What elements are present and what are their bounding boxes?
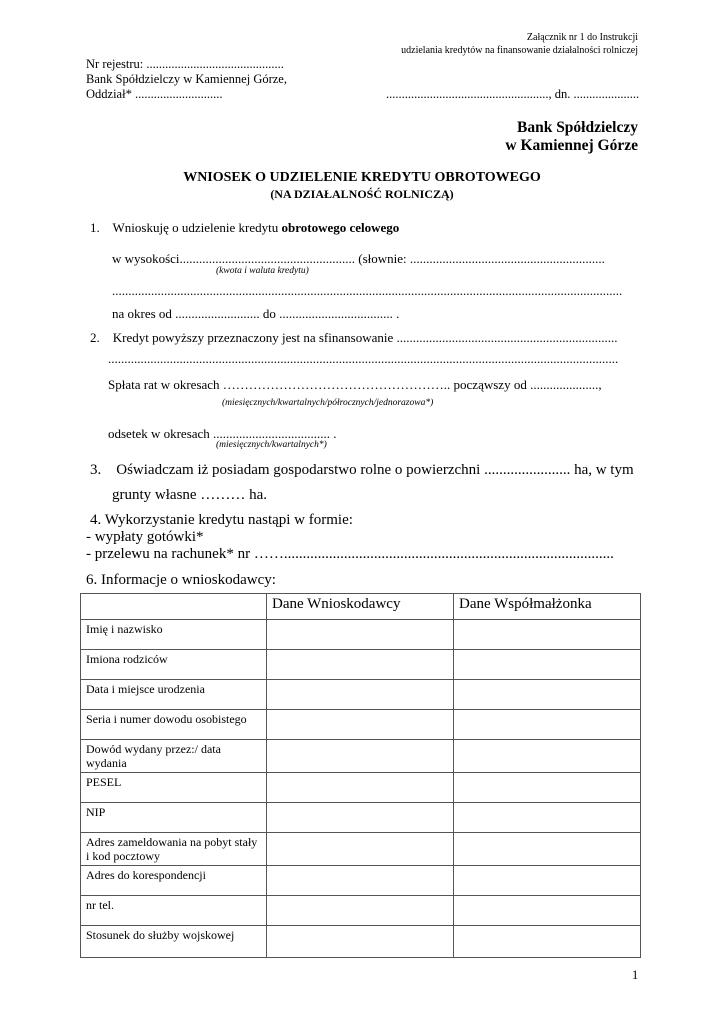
spouse-value-cell[interactable]: [454, 680, 641, 710]
table-row: [81, 896, 641, 926]
loan-period-line: na okres od .......................... do ................................... .: [112, 306, 400, 321]
applicant-value-cell[interactable]: [267, 866, 454, 896]
applicant-info-heading: 6. Informacje o wnioskodawcy:: [86, 572, 276, 588]
loan-purpose-line: 2. Kredyt powyższy przeznaczony jest na sfinansowanie ....................................................................: [90, 330, 618, 345]
row-label: Adres do korespondencji: [81, 866, 267, 896]
applicant-value-cell[interactable]: [267, 650, 454, 680]
row-label: nr tel.: [81, 896, 267, 926]
disbursement-heading: 4. Wykorzystanie kredytu nastąpi w formie:: [90, 512, 353, 528]
applicant-value-cell[interactable]: [267, 710, 454, 740]
spouse-value-cell[interactable]: [454, 926, 641, 958]
amount-words-continuation: .............................................................................................................................................................: [112, 283, 623, 298]
row-label: Stosunek do służby wojskowej: [81, 926, 267, 958]
applicant-value-cell[interactable]: [267, 803, 454, 833]
column-header-label: [81, 594, 267, 620]
page-number: 1: [632, 968, 639, 982]
addressee-line2: w Kamiennej Górze: [505, 137, 638, 154]
spouse-value-cell[interactable]: [454, 650, 641, 680]
row-label: Adres zameldowania na pobyt stały i kod pocztowy: [81, 833, 267, 866]
row-label: Imiona rodziców: [81, 650, 267, 680]
branch-line: Oddział* ............................: [86, 87, 223, 101]
farm-area-line: 3. Oświadczam iż posiadam gospodarstwo rolne o powierzchni ....................... ha, w tym: [90, 462, 634, 478]
document-subtitle: (NA DZIAŁALNOŚĆ ROLNICZĄ): [270, 187, 454, 201]
table-row: [81, 650, 641, 680]
bank-name-line: Bank Spółdzielczy w Kamiennej Górze,: [86, 72, 287, 86]
installments-hint: (miesięcznych/kwartalnych/półrocznych/jednorazowa*): [222, 398, 434, 408]
row-label: NIP: [81, 803, 267, 833]
spouse-value-cell[interactable]: [454, 710, 641, 740]
table-header-row: [81, 594, 641, 620]
spouse-value-cell[interactable]: [454, 833, 641, 866]
row-label: Dowód wydany przez:/ data wydania: [81, 740, 267, 773]
table-row: [81, 803, 641, 833]
table-row: [81, 833, 641, 866]
row-label: Seria i numer dowodu osobistego: [81, 710, 267, 740]
column-header-applicant: Dane Wnioskodawcy: [267, 594, 454, 620]
own-land-line: grunty własne ……… ha.: [112, 487, 267, 503]
table-row: [81, 620, 641, 650]
table-row: [81, 680, 641, 710]
loan-purpose-continuation: .............................................................................................................................................................: [108, 351, 619, 366]
applicant-value-cell[interactable]: [267, 620, 454, 650]
applicant-value-cell[interactable]: [267, 896, 454, 926]
addressee-line1: Bank Spółdzielczy: [516, 119, 638, 136]
spouse-value-cell[interactable]: [454, 740, 641, 773]
table-row: [81, 773, 641, 803]
applicant-value-cell[interactable]: [267, 740, 454, 773]
document-title: WNIOSEK O UDZIELENIE KREDYTU OBROTOWEGO: [183, 170, 541, 185]
annex-note-line2: udzielania kredytów na finansowanie działalności rolniczej: [401, 45, 638, 56]
table-row: [81, 926, 641, 958]
disbursement-transfer: - przelewu na rachunek* nr ……........................................................................................: [86, 546, 614, 562]
interest-hint: (miesięcznych/kwartalnych*): [216, 440, 327, 450]
place-date-line: ...................................................., dn. .....................: [386, 87, 640, 101]
row-label: PESEL: [81, 773, 267, 803]
loan-amount-line: w wysokości...................................................... (słownie: ............................................................: [112, 251, 605, 266]
row-label: Data i miejsce urodzenia: [81, 680, 267, 710]
applicant-value-cell[interactable]: [267, 833, 454, 866]
spouse-value-cell[interactable]: [454, 896, 641, 926]
table-row: [81, 710, 641, 740]
column-header-spouse: Dane Współmałżonka: [454, 594, 641, 620]
installments-line: Spłata rat w okresach …………………………………………….. począwszy od .....................,: [108, 377, 602, 392]
spouse-value-cell[interactable]: [454, 803, 641, 833]
disbursement-cash: - wypłaty gotówki*: [86, 529, 204, 545]
section1-intro: 1. Wnioskuję o udzielenie kredytu obrotowego celowego: [90, 220, 400, 235]
applicant-value-cell[interactable]: [267, 926, 454, 958]
table-row: [81, 866, 641, 896]
annex-note-line1: Załącznik nr 1 do Instrukcji: [526, 32, 638, 43]
spouse-value-cell[interactable]: [454, 773, 641, 803]
loan-amount-hint: (kwota i waluta kredytu): [216, 266, 309, 276]
spouse-value-cell[interactable]: [454, 866, 641, 896]
table-row: [81, 740, 641, 773]
registry-number: Nr rejestru: ............................................: [86, 57, 284, 71]
applicant-value-cell[interactable]: [267, 680, 454, 710]
applicant-info-table: [80, 593, 641, 958]
applicant-value-cell[interactable]: [267, 773, 454, 803]
spouse-value-cell[interactable]: [454, 620, 641, 650]
row-label: Imię i nazwisko: [81, 620, 267, 650]
interest-line: odsetek w okresach .................................... .: [108, 426, 337, 441]
